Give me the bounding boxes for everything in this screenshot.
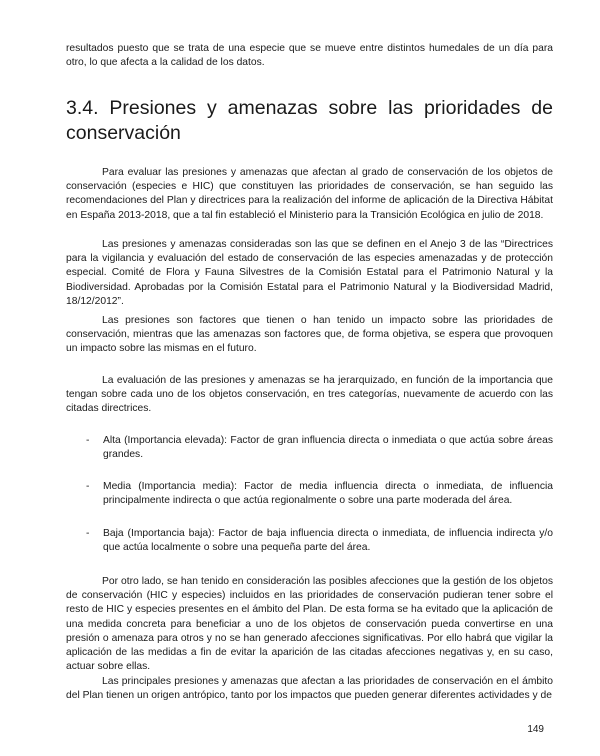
- continuation-paragraph: resultados puesto que se trata de una especie que se mueve entre distintos humedales de un día para otro, lo que afecta a la calidad de los datos.: [66, 43, 553, 69]
- paragraph-1: Para evaluar las presiones y amenazas que afectan al grado de conservación de los objetos de conservación (especies e HIC) que constituyen las prioridades de conservación, se han seguido las recomendaciones del Plan y directrices para la realización del informe de aplicación de la Directiva Hábitat en España 2013-2018, que a tal fin estableció el Ministerio para la Transición Ecológica en julio de 2018.: [66, 167, 553, 221]
- paragraph-5: Por otro lado, se han tenido en consideración las posibles afecciones que la gestión de los objetos de conservación (HIC y especies) incluidos en las prioridades de conservación pudieran tener sobre el resto de HIC y especies presentes en el ámbito del Plan. De esta forma se ha evitado que la aplicación de una medida concreta para beneficiar a uno de los objetos de conservación pueda convertirse en una presión o amenaza para otros y no se han generado afecciones significativas. Por ello habrá que vigilar la aplicación de las medidas a fin de evitar la aparición de las citadas afecciones negativas y, en su caso, actuar sobre ellas.: [66, 576, 553, 673]
- list-marker: -: [86, 481, 90, 492]
- list-item-baja: [86, 527, 553, 555]
- list-item-alta: [86, 434, 553, 462]
- paragraph-6: Las principales presiones y amenazas que afectan a las prioridades de conservación en el ámbito del Plan tienen un origen antrópico, tanto por los impactos que pueden generar diferentes actividades y de: [66, 676, 553, 702]
- list-item-text: Media (Importancia media): Factor de media influencia directa o inmediata, de influencia principalmente indirecta o que actúa regionalmente o sobre una parte moderada del área.: [103, 481, 553, 507]
- paragraph-4: La evaluación de las presiones y amenazas se ha jerarquizado, en función de la importancia que tengan sobre cada uno de los objetos conservación, en tres categorías, nuevamente de acuerdo con las citadas directrices.: [66, 375, 553, 415]
- list-item-text: Alta (Importancia elevada): Factor de gran influencia directa o inmediata o que actúa sobre áreas grandes.: [103, 435, 553, 461]
- page-number: 149: [527, 724, 544, 735]
- list-item-media: [86, 480, 553, 508]
- list-marker: -: [86, 435, 90, 446]
- list-item-text: Baja (Importancia baja): Factor de baja influencia directa o inmediata, de influencia indirecta y/o que actúa localmente o sobre una pequeña parte del área.: [103, 528, 553, 554]
- section-heading: 3.4. Presiones y amenazas sobre las prioridades de conservación: [66, 97, 553, 144]
- list-marker: -: [86, 528, 90, 539]
- paragraph-3: Las presiones son factores que tienen o han tenido un impacto sobre las prioridades de conservación, mientras que las amenazas son factores que, de forma objetiva, se espera que provoquen un impacto sobre las mismas en el futuro.: [66, 315, 553, 355]
- paragraph-2: Las presiones y amenazas consideradas son las que se definen en el Anejo 3 de las “Directrices para la vigilancia y evaluación del estado de conservación de las especies amenazadas y de protección especial. Comité de Flora y Fauna Silvestres de la Comisión Estatal para el Patrimonio Natural y la Biodiversidad. Aprobadas por la Comisión Estatal para el Patrimonio Natural y la Biodiversidad Madrid, 18/12/2012”.: [66, 239, 553, 307]
